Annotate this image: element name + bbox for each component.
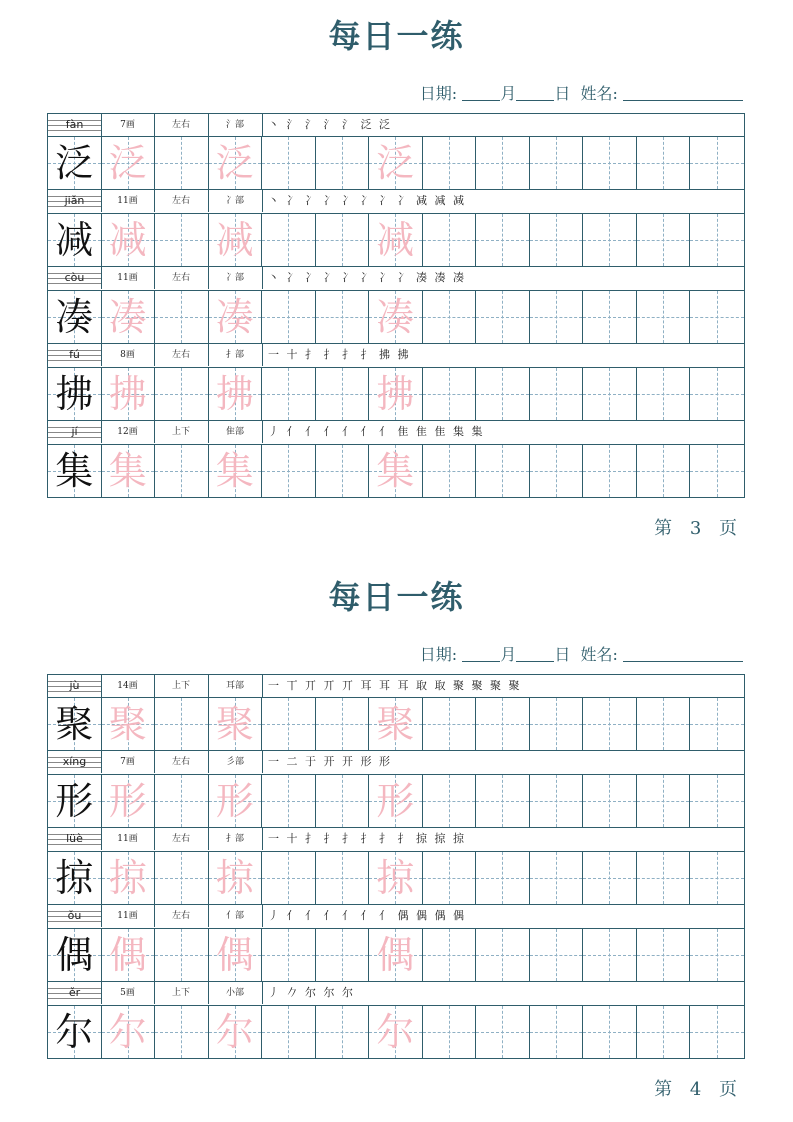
trace-char-box (102, 1006, 156, 1058)
blank-practice-box[interactable] (690, 368, 744, 420)
blank-practice-box[interactable] (262, 368, 316, 420)
blank-practice-box[interactable] (530, 929, 584, 981)
trace-char-box (369, 929, 423, 981)
trace-char-box (369, 137, 423, 189)
structure-label: 上下 (154, 675, 209, 697)
trace-char-box (102, 445, 156, 497)
blank-practice-box[interactable] (530, 1006, 584, 1058)
practice-grid (47, 674, 745, 1059)
trace-character: 泛 (376, 141, 415, 185)
blank-practice-box[interactable] (423, 445, 477, 497)
blank-practice-box[interactable] (530, 291, 584, 343)
blank-practice-box[interactable] (637, 368, 691, 420)
blank-practice-box[interactable] (583, 137, 637, 189)
trace-char-box (102, 698, 156, 750)
structure-label: 左右 (154, 751, 209, 773)
structure-label: 左右 (154, 114, 209, 136)
blank-practice-box[interactable] (637, 445, 691, 497)
stroke-order-sequence: 丶 氵 氵 氵 氵 泛 泛 (268, 118, 392, 131)
trace-char-box (369, 1006, 423, 1058)
model-character: 偶 (55, 933, 94, 977)
char-info-row (47, 267, 745, 290)
structure-label: 左右 (154, 190, 209, 212)
trace-character: 凑 (376, 295, 415, 339)
blank-practice-box[interactable] (423, 698, 477, 750)
trace-character: 集 (376, 449, 415, 493)
trace-character: 聚 (108, 702, 147, 746)
name-label: 姓名: (580, 84, 618, 103)
blank-practice-box[interactable] (155, 291, 209, 343)
blank-practice-box[interactable] (637, 929, 691, 981)
structure-label: 左右 (154, 267, 209, 289)
trace-char-box (369, 368, 423, 420)
blank-practice-box[interactable] (316, 291, 370, 343)
trace-character: 形 (108, 779, 147, 823)
day-blank[interactable] (516, 84, 554, 101)
blank-practice-box[interactable] (262, 291, 316, 343)
stroke-count: 11画 (101, 828, 155, 850)
char-info-row (47, 982, 745, 1005)
practice-page-2 (0, 561, 793, 1122)
blank-practice-box[interactable] (316, 1006, 370, 1058)
blank-practice-box[interactable] (583, 775, 637, 827)
pinyin-label: jiǎn (48, 190, 102, 212)
blank-practice-box[interactable] (583, 445, 637, 497)
stroke-count: 14画 (101, 675, 155, 697)
blank-practice-box[interactable] (530, 368, 584, 420)
stroke-order-sequence: 一 十 扌 扌 扌 扌 扌 扌 掠 掠 掠 (268, 832, 466, 845)
day-label: 日 (554, 84, 571, 103)
trace-char-box (209, 368, 263, 420)
model-character: 尔 (55, 1010, 94, 1054)
name-label: 姓名: (580, 645, 618, 664)
month-blank[interactable] (462, 84, 500, 101)
trace-character: 拂 (215, 372, 254, 416)
blank-practice-box[interactable] (262, 1006, 316, 1058)
blank-practice-box[interactable] (637, 852, 691, 904)
page-title: 每日一练 (328, 578, 465, 616)
blank-practice-box[interactable] (530, 775, 584, 827)
blank-practice-box[interactable] (155, 775, 209, 827)
day-blank[interactable] (516, 645, 554, 662)
blank-practice-box[interactable] (262, 698, 316, 750)
pinyin-label: lüè (48, 828, 102, 850)
structure-label: 左右 (154, 344, 209, 366)
trace-character: 凑 (108, 295, 147, 339)
blank-practice-box[interactable] (155, 445, 209, 497)
blank-practice-box[interactable] (690, 137, 744, 189)
model-character: 聚 (55, 702, 94, 746)
stroke-order-sequence: 丿 𠂊 尔 尔 尔 (268, 986, 355, 999)
pinyin-label: ǒu (48, 905, 102, 927)
blank-practice-box[interactable] (637, 291, 691, 343)
blank-practice-box[interactable] (583, 698, 637, 750)
writing-row (47, 928, 745, 982)
trace-char-box (369, 698, 423, 750)
blank-practice-box[interactable] (690, 445, 744, 497)
writing-row (47, 444, 745, 498)
blank-practice-box[interactable] (262, 929, 316, 981)
blank-practice-box[interactable] (316, 929, 370, 981)
char-info-row (47, 421, 745, 444)
name-blank[interactable] (623, 645, 743, 662)
blank-practice-box[interactable] (155, 852, 209, 904)
trace-char-box (209, 137, 263, 189)
blank-practice-box[interactable] (583, 1006, 637, 1058)
model-char-box (48, 214, 102, 266)
trace-char-box (102, 775, 156, 827)
blank-practice-box[interactable] (690, 291, 744, 343)
stroke-order-sequence: 丶 冫 冫 冫 冫 冫 冫 冫 凑 凑 凑 (268, 271, 466, 284)
pinyin-label: ěr (48, 982, 102, 1004)
trace-character: 拂 (376, 372, 415, 416)
trace-char-box (102, 214, 156, 266)
blank-practice-box[interactable] (262, 214, 316, 266)
blank-practice-box[interactable] (476, 214, 530, 266)
trace-character: 减 (215, 218, 254, 262)
radical-label: 彡部 (208, 751, 263, 773)
stroke-count: 12画 (101, 421, 155, 443)
trace-char-box (102, 137, 156, 189)
model-character: 凑 (55, 295, 94, 339)
trace-char-box (209, 291, 263, 343)
stroke-order-sequence: 丿 亻 亻 亻 亻 亻 亻 隹 隹 隹 集 集 (268, 425, 485, 438)
blank-practice-box[interactable] (316, 368, 370, 420)
blank-practice-box[interactable] (262, 137, 316, 189)
trace-char-box (102, 852, 156, 904)
trace-char-box (102, 291, 156, 343)
blank-practice-box[interactable] (690, 775, 744, 827)
blank-practice-box[interactable] (423, 1006, 477, 1058)
blank-practice-box[interactable] (476, 368, 530, 420)
pinyin-label: còu (48, 267, 102, 289)
blank-practice-box[interactable] (476, 698, 530, 750)
blank-practice-box[interactable] (637, 214, 691, 266)
trace-character: 泛 (108, 141, 147, 185)
trace-char-box (369, 291, 423, 343)
structure-label: 左右 (154, 905, 209, 927)
trace-char-box (209, 445, 263, 497)
blank-practice-box[interactable] (155, 368, 209, 420)
trace-character: 偶 (108, 933, 147, 977)
trace-character: 尔 (215, 1010, 254, 1054)
pinyin-label: fàn (48, 114, 102, 136)
blank-practice-box[interactable] (316, 137, 370, 189)
radical-label: 扌部 (208, 828, 263, 850)
day-label: 日 (554, 645, 571, 664)
blank-practice-box[interactable] (155, 698, 209, 750)
blank-practice-box[interactable] (423, 929, 477, 981)
radical-label: 扌部 (208, 344, 263, 366)
blank-practice-box[interactable] (423, 368, 477, 420)
date-name-line (420, 82, 743, 106)
model-char-box (48, 852, 102, 904)
name-blank[interactable] (623, 84, 743, 101)
stroke-count: 11画 (101, 267, 155, 289)
trace-character: 形 (376, 779, 415, 823)
month-blank[interactable] (462, 645, 500, 662)
trace-character: 集 (215, 449, 254, 493)
blank-practice-box[interactable] (476, 291, 530, 343)
month-label: 月 (500, 645, 517, 664)
pinyin-label: jí (48, 421, 102, 443)
date-name-line (420, 643, 743, 667)
trace-char-box (209, 1006, 263, 1058)
model-character: 减 (55, 218, 94, 262)
blank-practice-box[interactable] (583, 368, 637, 420)
structure-label: 上下 (154, 982, 209, 1004)
radical-label: 冫部 (208, 267, 263, 289)
trace-character: 掠 (108, 856, 147, 900)
trace-character: 尔 (376, 1010, 415, 1054)
blank-practice-box[interactable] (316, 214, 370, 266)
writing-row (47, 136, 745, 190)
model-char-box (48, 137, 102, 189)
trace-character: 形 (215, 779, 254, 823)
pinyin-label: jù (48, 675, 102, 697)
stroke-count: 11画 (101, 190, 155, 212)
trace-character: 拂 (108, 372, 147, 416)
char-info-row (47, 751, 745, 774)
writing-row (47, 851, 745, 905)
trace-char-box (209, 775, 263, 827)
model-char-box (48, 445, 102, 497)
writing-row (47, 1005, 745, 1059)
blank-practice-box[interactable] (690, 929, 744, 981)
trace-character: 凑 (215, 295, 254, 339)
blank-practice-box[interactable] (637, 698, 691, 750)
blank-practice-box[interactable] (262, 445, 316, 497)
blank-practice-box[interactable] (155, 214, 209, 266)
trace-char-box (209, 698, 263, 750)
structure-label: 上下 (154, 421, 209, 443)
writing-row (47, 367, 745, 421)
blank-practice-box[interactable] (476, 1006, 530, 1058)
blank-practice-box[interactable] (637, 137, 691, 189)
trace-char-box (209, 929, 263, 981)
radical-label: 隹部 (208, 421, 263, 443)
model-character: 集 (55, 449, 94, 493)
char-info-row (47, 113, 745, 136)
char-info-row (47, 344, 745, 367)
blank-practice-box[interactable] (262, 852, 316, 904)
blank-practice-box[interactable] (583, 291, 637, 343)
model-char-box (48, 291, 102, 343)
blank-practice-box[interactable] (476, 445, 530, 497)
stroke-order-sequence: 一 二 于 开 开 形 形 (268, 755, 392, 768)
stroke-order-sequence: 丶 冫 冫 冫 冫 冫 冫 冫 减 减 减 (268, 194, 466, 207)
blank-practice-box[interactable] (637, 775, 691, 827)
stroke-count: 7画 (101, 751, 155, 773)
date-label: 日期: (419, 84, 458, 103)
trace-char-box (102, 368, 156, 420)
model-character: 掠 (55, 856, 94, 900)
char-info-row (47, 190, 745, 213)
blank-practice-box[interactable] (423, 775, 477, 827)
stroke-count: 7画 (101, 114, 155, 136)
blank-practice-box[interactable] (316, 775, 370, 827)
blank-practice-box[interactable] (530, 852, 584, 904)
blank-practice-box[interactable] (690, 852, 744, 904)
stroke-order-sequence: 一 丅 丌 丌 丌 耳 耳 耳 取 取 聚 聚 聚 聚 (268, 679, 522, 692)
pinyin-label: xíng (48, 751, 102, 773)
trace-character: 掠 (215, 856, 254, 900)
blank-practice-box[interactable] (530, 445, 584, 497)
writing-row (47, 697, 745, 751)
blank-practice-box[interactable] (583, 214, 637, 266)
model-char-box (48, 929, 102, 981)
trace-character: 尔 (108, 1010, 147, 1054)
stroke-count: 8画 (101, 344, 155, 366)
radical-label: 冫部 (208, 190, 263, 212)
blank-practice-box[interactable] (583, 929, 637, 981)
radical-label: 小部 (208, 982, 263, 1004)
blank-practice-box[interactable] (155, 137, 209, 189)
trace-character: 减 (108, 218, 147, 262)
trace-char-box (102, 929, 156, 981)
blank-practice-box[interactable] (262, 775, 316, 827)
trace-character: 偶 (215, 933, 254, 977)
model-char-box (48, 775, 102, 827)
page-title: 每日一练 (328, 17, 465, 55)
stroke-count: 5画 (101, 982, 155, 1004)
structure-label: 左右 (154, 828, 209, 850)
blank-practice-box[interactable] (583, 852, 637, 904)
trace-char-box (209, 214, 263, 266)
pinyin-label: fú (48, 344, 102, 366)
blank-practice-box[interactable] (530, 137, 584, 189)
trace-char-box (369, 775, 423, 827)
model-character: 拂 (55, 372, 94, 416)
model-character: 形 (55, 779, 94, 823)
trace-character: 偶 (376, 933, 415, 977)
model-char-box (48, 698, 102, 750)
blank-practice-box[interactable] (637, 1006, 691, 1058)
blank-practice-box[interactable] (476, 775, 530, 827)
model-char-box (48, 368, 102, 420)
writing-row (47, 290, 745, 344)
model-char-box (48, 1006, 102, 1058)
char-info-row (47, 828, 745, 851)
blank-practice-box[interactable] (316, 445, 370, 497)
blank-practice-box[interactable] (423, 214, 477, 266)
char-info-row (47, 674, 745, 697)
blank-practice-box[interactable] (530, 214, 584, 266)
trace-character: 掠 (376, 856, 415, 900)
blank-practice-box[interactable] (476, 852, 530, 904)
trace-char-box (369, 214, 423, 266)
trace-character: 聚 (376, 702, 415, 746)
stroke-count: 11画 (101, 905, 155, 927)
trace-character: 集 (108, 449, 147, 493)
radical-label: 耳部 (208, 675, 263, 697)
char-info-row (47, 905, 745, 928)
model-character: 泛 (55, 141, 94, 185)
blank-practice-box[interactable] (690, 698, 744, 750)
trace-character: 减 (376, 218, 415, 262)
blank-practice-box[interactable] (530, 698, 584, 750)
trace-char-box (369, 445, 423, 497)
blank-practice-box[interactable] (316, 698, 370, 750)
trace-char-box (369, 852, 423, 904)
blank-practice-box[interactable] (155, 929, 209, 981)
blank-practice-box[interactable] (690, 214, 744, 266)
blank-practice-box[interactable] (316, 852, 370, 904)
blank-practice-box[interactable] (423, 291, 477, 343)
month-label: 月 (500, 84, 517, 103)
trace-character: 泛 (215, 141, 254, 185)
stroke-order-sequence: 一 十 扌 扌 扌 扌 拂 拂 (268, 348, 411, 361)
blank-practice-box[interactable] (690, 1006, 744, 1058)
radical-label: 亻部 (208, 905, 263, 927)
blank-practice-box[interactable] (423, 852, 477, 904)
page-number: 第 3 页 (654, 518, 743, 539)
blank-practice-box[interactable] (423, 137, 477, 189)
blank-practice-box[interactable] (476, 929, 530, 981)
trace-character: 聚 (215, 702, 254, 746)
date-label: 日期: (419, 645, 458, 664)
practice-grid (47, 113, 745, 498)
page-number: 第 4 页 (654, 1079, 743, 1100)
writing-row (47, 774, 745, 828)
blank-practice-box[interactable] (155, 1006, 209, 1058)
stroke-order-sequence: 丿 亻 亻 亻 亻 亻 亻 偶 偶 偶 偶 (268, 909, 466, 922)
trace-char-box (209, 852, 263, 904)
blank-practice-box[interactable] (476, 137, 530, 189)
radical-label: 氵部 (208, 114, 263, 136)
writing-row (47, 213, 745, 267)
